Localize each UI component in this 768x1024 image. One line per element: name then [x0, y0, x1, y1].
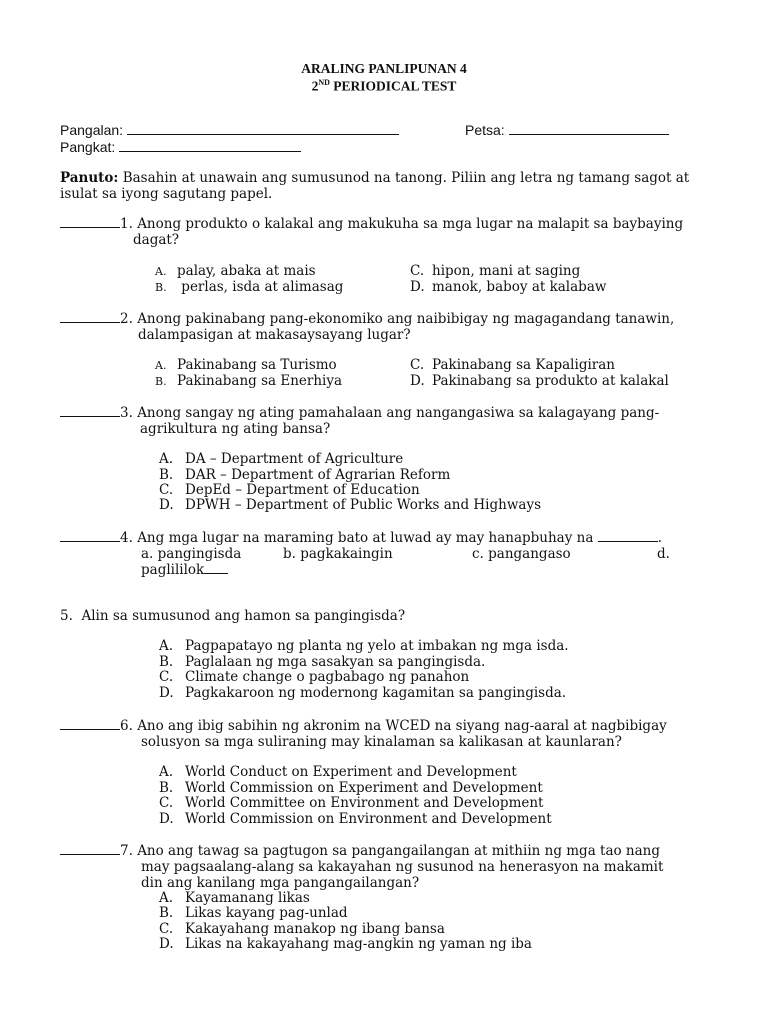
option-a: A. DA – Department of Agriculture [159, 451, 404, 467]
subtitle-text: PERIODICAL TEST [329, 78, 457, 94]
date-blank[interactable] [509, 133, 669, 135]
option-d: D. manok, baboy at kalabaw [410, 279, 607, 295]
question-text-cont: solusyon sa mga suliraning may kinalaman sa kalikasan at kaunlaran? [141, 734, 622, 750]
question-text: Ano ang ibig sabihin ng akronim na WCED na siyang nag-aaral at nagbibigay [137, 718, 667, 734]
option-d-letter: d. [657, 546, 670, 562]
option-c: C. Pakinabang sa Kapaligiran [410, 357, 615, 373]
instructions-line2: isulat sa iyong sagutang papel. [60, 186, 273, 202]
option-b: B. DAR – Department of Agrarian Reform [159, 467, 451, 483]
question-number: 2. [120, 311, 133, 327]
instructions-label: Panuto: [60, 170, 119, 186]
option-c: C. Kakayahang manakop ng ibang bansa [159, 921, 445, 937]
instructions [60, 170, 689, 186]
answer-blank[interactable] [60, 415, 120, 417]
question-number: 1. [120, 216, 133, 232]
question-5 [60, 608, 405, 624]
subtitle-superscript: ND [318, 78, 330, 87]
option-d: paglililok [141, 562, 228, 578]
answer-blank[interactable] [60, 728, 120, 730]
question-number: 5. [60, 608, 73, 624]
question-text-cont: din ang kanilang mga pangangailangan? [141, 875, 420, 891]
question-number: 6. [120, 718, 133, 734]
question-text-cont: agrikultura ng ating bansa? [140, 421, 331, 437]
option-b: B. Paglalaan ng mga sasakyan sa pangingisda. [159, 654, 486, 670]
question-6 [60, 718, 667, 734]
question-text-cont: may pagsaalang-alang sa kakayahan ng susunod na henerasyon na makamit [141, 859, 664, 875]
option-d: D. Pagkakaroon ng modernong kagamitan sa pangingisda. [159, 685, 567, 701]
question-2 [60, 311, 674, 327]
option-c: C. Climate change o pagbabago ng panahon [159, 669, 470, 685]
section-blank[interactable] [119, 150, 301, 152]
option-d: D. Likas na kakayahang mag-angkin ng yaman ng iba [159, 936, 532, 952]
option-a: a. pangingisda [141, 546, 242, 562]
question-text: Ang mga lugar na maraming bato at luwad ay may hanapbuhay na [137, 530, 594, 546]
section-label: Pangkat: [60, 139, 116, 155]
answer-blank[interactable] [60, 321, 120, 323]
name-field[interactable] [60, 122, 399, 138]
question-text-cont: dagat? [133, 232, 180, 248]
question-4: 4. Ang mga lugar na maraming bato at luwad ay may hanapbuhay na . [60, 530, 662, 546]
answer-blank[interactable] [60, 853, 120, 855]
answer-blank[interactable] [60, 226, 120, 228]
option-a: A. Kayamanang likas [159, 890, 310, 906]
question-text-cont: dalampasigan at makasaysayang lugar? [138, 327, 411, 343]
option-a: A. Pakinabang sa Turismo [155, 357, 337, 373]
option-b: B. Pakinabang sa Enerhiya [155, 373, 343, 389]
option-d: D. DPWH – Department of Public Works and Highways [159, 497, 541, 513]
option-d: D. World Commission on Environment and Development [159, 811, 552, 827]
option-b: B. Likas kayang pag-unlad [159, 905, 348, 921]
question-3 [60, 405, 659, 421]
question-1 [60, 216, 683, 232]
question-text: Alin sa sumusunod ang hamon sa pangingisda? [81, 608, 406, 624]
section-field[interactable] [60, 139, 301, 155]
question-text: Anong produkto o kalakal ang makukuha sa mga lugar na malapit sa baybaying [137, 216, 684, 232]
question-text: Ano ang tawag sa pagtugon sa pangangailangan at mithiin ng mga tao nang [137, 843, 661, 859]
instructions-line1: Basahin at unawain ang sumusunod na tanong. Piliin ang letra ng tamang sagot at [122, 170, 690, 186]
underline [204, 572, 228, 574]
question-text: Anong sangay ng ating pamahalaan ang nangangasiwa sa kalagayang pang- [137, 405, 660, 421]
option-b: b. pagkakaingin [283, 546, 393, 562]
question-text: Anong pakinabang pang-ekonomiko ang naibibigay ng magagandang tanawin, [137, 311, 675, 327]
date-label: Petsa: [465, 122, 505, 138]
subtitle-number: 2 [311, 78, 319, 94]
option-a: A. Pagpapatayo ng planta ng yelo at imbakan ng mga isda. [159, 638, 569, 654]
option-c: C. hipon, mani at saging [410, 263, 581, 279]
option-c: C. World Committee on Environment and Development [159, 795, 544, 811]
test-subtitle [0, 78, 768, 95]
option-b: B. perlas, isda at alimasag [155, 279, 344, 295]
question-7 [60, 843, 660, 859]
date-field[interactable] [465, 122, 669, 138]
option-a: A. palay, abaka at mais [155, 263, 316, 279]
option-d: D. Pakinabang sa produkto at kalakal [410, 373, 669, 389]
name-label: Pangalan: [60, 122, 124, 138]
name-blank[interactable] [127, 133, 399, 135]
answer-blank[interactable] [60, 540, 120, 542]
fill-blank[interactable] [598, 540, 658, 542]
test-title: ARALING PANLIPUNAN 4 [301, 61, 467, 76]
question-number: 3. [120, 405, 133, 421]
option-c: C. DepEd – Department of Education [159, 482, 420, 498]
option-b: B. World Commission on Experiment and Development [159, 780, 543, 796]
option-c: c. pangangaso [472, 546, 571, 562]
option-a: A. World Conduct on Experiment and Development [159, 764, 517, 780]
question-number: 7. [120, 843, 133, 859]
question-number: 4. [120, 530, 133, 546]
